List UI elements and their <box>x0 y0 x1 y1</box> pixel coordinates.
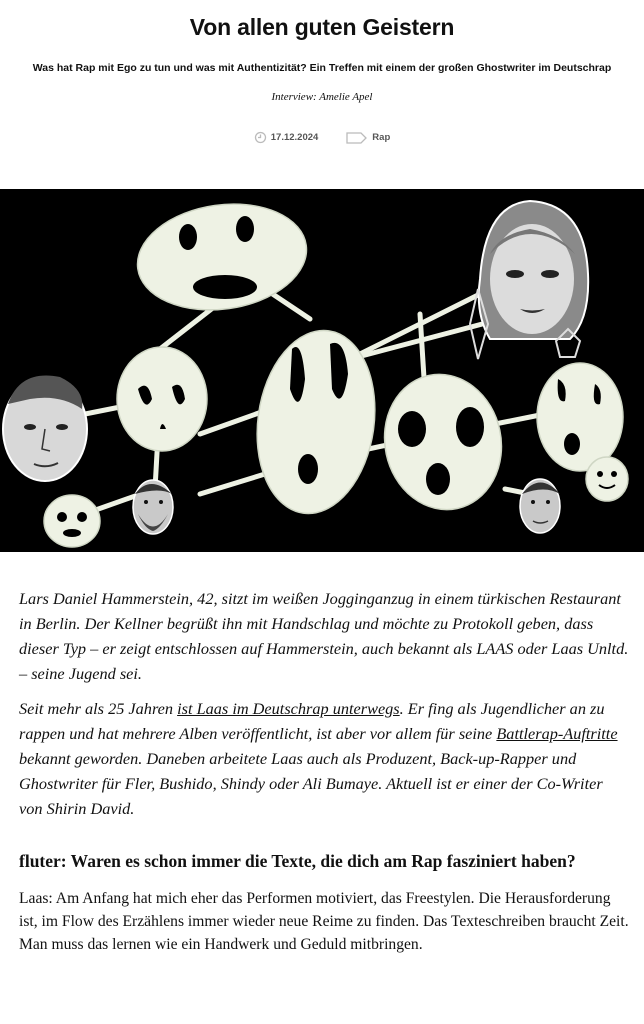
article-subtitle: Was hat Rap mit Ego zu tun und was mit Authentizität? Ein Treffen mit einem der großen Ghostwriter im Deutschrap <box>32 62 612 74</box>
lead-paragraph-1: Lars Daniel Hammerstein, 42, sitzt im weißen Jogginganzug in einem türkischen Restaurant in Berlin. Der Kellner begrüßt ihn mit Handschlag und möchte zu Protokoll geben, dass dieser Typ – er zeigt entschlossen auf Hammerstein, auch bekannt als LAAS oder Laas Unltd. – seine Jugend sei. <box>19 589 629 683</box>
article-body <box>19 586 629 956</box>
lead-text: Seit mehr als 25 Jahren <box>19 699 178 718</box>
lead-text: . Er fing als Jugendlicher an zu rappen und hat mehrere Alben veröffentlicht, ist aber vor allem für seine <box>19 699 605 743</box>
article-byline: Interview: Amelie Apel <box>271 91 373 103</box>
article-meta <box>0 131 644 144</box>
article-header <box>0 0 644 190</box>
link-laas-deutschrap[interactable]: ist Laas im Deutschrap unterwegs <box>177 699 400 718</box>
portrait-man-center <box>133 480 173 534</box>
portrait-man-left <box>3 376 87 481</box>
article-title: Von allen guten Geistern <box>189 14 455 40</box>
article-category: Rap <box>372 132 391 143</box>
hero-illustration <box>0 189 644 552</box>
article-date: 17.12.2024 <box>270 132 319 143</box>
category-link[interactable] <box>346 132 390 144</box>
portrait-woman <box>470 201 588 359</box>
link-battlerap[interactable]: Battlerap-Auftritte <box>496 724 618 743</box>
lead-text: bekannt geworden. Daneben arbeitete Laas auch als Produzent, Back-up-Rapper und Ghostwriter für Fler, Bushido, Shindy oder Ali Bumaye. Aktuell ist er einer der Co-Writer von Shirin David. <box>19 749 603 818</box>
interview-question: fluter: Waren es schon immer die Texte, die dich am Rap fasziniert haben? <box>19 851 576 871</box>
interview-answer: Laas: Am Anfang hat mich eher das Performen motiviert, das Freestylen. Die Herausforderung ist, im Flow des Erzählens immer wieder neue Reime zu finden. Das Texteschreiben braucht Zeit. Man muss das lernen wie ein Handwerk und Geduld mitbringen. <box>19 890 629 953</box>
lead-paragraph-2 <box>19 696 629 821</box>
tag-icon <box>346 132 368 144</box>
portrait-man-right <box>520 479 560 533</box>
clock-icon <box>254 131 267 144</box>
date-meta <box>254 131 319 144</box>
hero-svg <box>0 189 644 552</box>
